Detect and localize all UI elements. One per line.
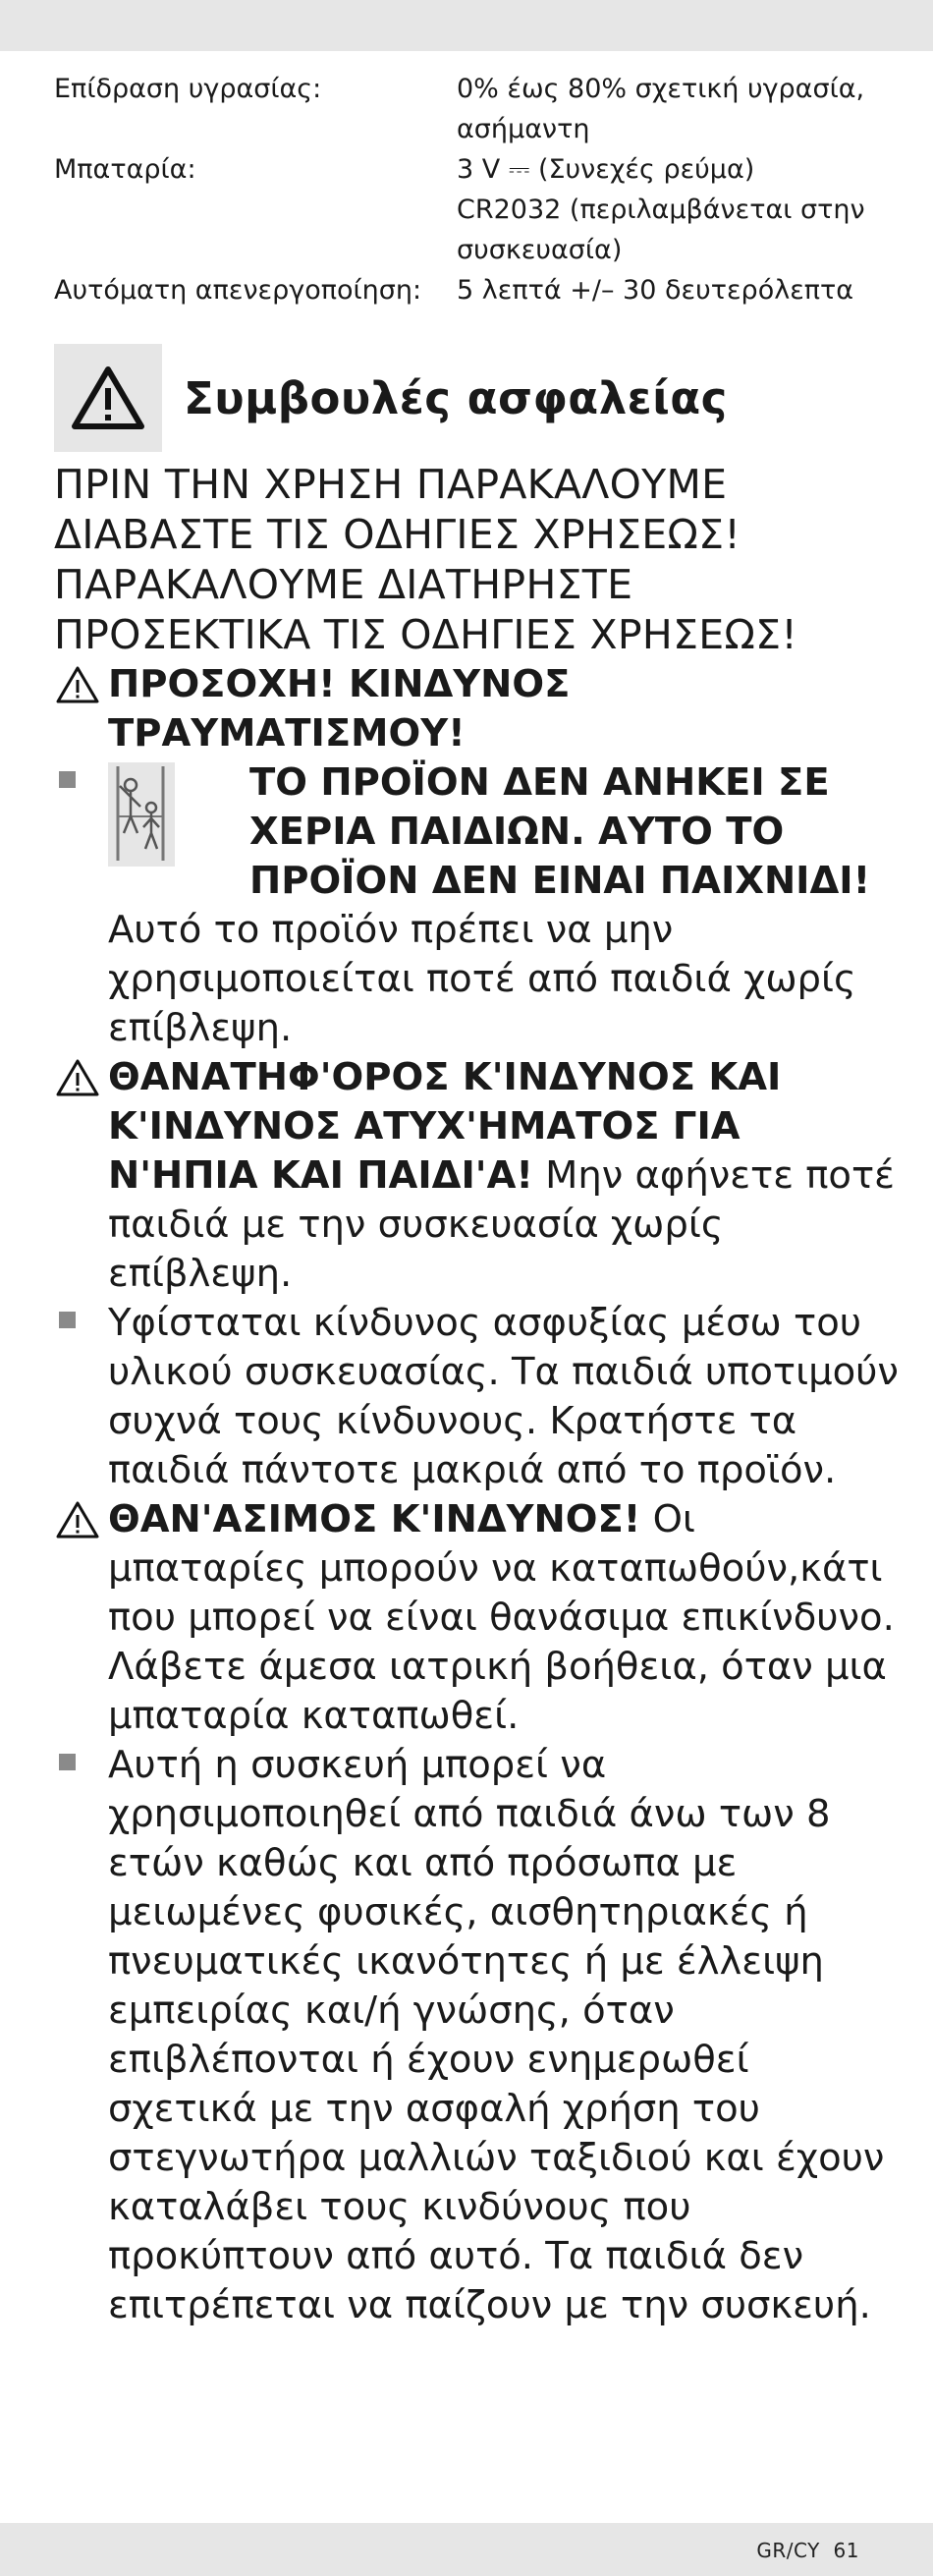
spec-value-line: συσκευασία) xyxy=(457,235,623,265)
warning-heading: ΘΑΝ'ΑΣΙΜΟΣ Κ'ΙΝΔΥΝΟΣ! xyxy=(108,1497,641,1541)
spec-value-line: ασήμαντη xyxy=(457,114,590,144)
bullet-square-icon xyxy=(59,1312,76,1328)
page-number xyxy=(756,2539,859,2562)
spec-value-line: 3 V ⎓ (Συνεχές ρεύμα) xyxy=(457,154,755,185)
notice-line: ΠΑΡΑΚΑΛΟΥΜΕ ΔΙΑΤΗΡΗΣΤΕ xyxy=(54,561,633,608)
children-warning-icon xyxy=(108,762,175,867)
warning-triangle-icon xyxy=(54,1495,103,1544)
spec-row-auto-off xyxy=(54,270,879,310)
spec-table xyxy=(54,69,879,310)
spec-row-humidity xyxy=(54,69,879,149)
warning-text: Υφίσταται κίνδυνος ασφυξίας μέσω του υλικού συσκευασίας. Τα παιδιά υποτιμούν συχνά τους κίνδυνους. Κρατήστε τα παιδιά πάντοτε μακριά από το προϊόν. xyxy=(108,1301,899,1492)
warning-heading: ΘΑΝΑΤΗΦ'ΟΡΟΣ Κ'ΙΝΔΥΝΟΣ ΚΑΙ Κ'ΙΝΔΥΝΟΣ ΑΤΥΧ'ΗΜΑΤΟΣ ΓΙΑ Ν'ΗΠΙΑ ΚΑΙ ΠΑΙΔΙ'Α! xyxy=(108,1055,782,1198)
warnings-list xyxy=(54,660,899,2330)
warning-fatal-infants xyxy=(54,1053,899,1299)
warning-text: Αυτή η συσκευή μπορεί να χρησιμοποιηθεί από παιδιά άνω των 8 ετών καθώς και από πρόσωπα με μειωμένες φυσικές, αισθητηριακές ή πνευματικές ικανότητες ή με έλλειψη εμπειρίας και/ή γνώσης, όταν επιβλέπονται ή έχουν ενημερωθεί σχετικά με την ασφαλή χρήση του στεγνωτήρα μαλλιών ταξιδιού και έχουν καταλάβει τους κινδύνους που προκύπτουν από αυτό. Τα παιδιά δεν επιτρέπεται να παίζουν με την συσκευή. xyxy=(108,1743,885,2327)
bullet-square-icon xyxy=(59,1754,76,1770)
warning-triangle-icon xyxy=(54,1053,103,1102)
warning-injury xyxy=(54,660,899,758)
spec-label: Μπαταρία: xyxy=(54,154,196,185)
notice-line: ΔΙΑΒΑΣΤΕ ΤΙΣ ΟΔΗΓΙΕΣ ΧΡΗΣΕΩΣ! xyxy=(54,511,741,558)
footer-bar xyxy=(0,2523,933,2576)
spec-value xyxy=(457,149,879,270)
warning-text: Αυτό το προϊόν πρέπει να μην χρησιμοποιείται ποτέ από παιδιά χωρίς επίβλεψη. xyxy=(108,908,856,1050)
warning-heading: ΠΡΟΣΟΧΗ! ΚΙΝΔΥΝΟΣ ΤΡΑΥΜΑΤΙΣΜΟΥ! xyxy=(108,662,571,756)
spec-row-battery xyxy=(54,149,879,270)
section-title: Συμβουλές ασφαλείας xyxy=(184,371,728,424)
spec-value-line: 5 λεπτά +/– 30 δευτερόλεπτα xyxy=(457,275,854,306)
top-bar xyxy=(0,0,933,51)
warning-usage xyxy=(54,1741,899,2330)
spec-label: Αυτόματη απενεργοποίηση: xyxy=(54,275,422,306)
spec-value xyxy=(457,270,879,310)
warning-text: Οι μπαταρίες μπορούν να καταπωθούν,κάτι που μπορεί να είναι θανάσιμα επικίνδυνο. Λάβετε άμεσα ιατρική βοήθεια, όταν μια μπαταρία καταπωθεί. xyxy=(108,1497,895,1738)
spec-value-line: 0% έως 80% σχετική υγρασία, xyxy=(457,74,865,104)
warning-text: Μην αφήνετε ποτέ παιδιά με την συσκευασία χωρίς επίβλεψη. xyxy=(108,1153,895,1296)
safety-heading xyxy=(54,344,728,452)
warning-triangle-icon xyxy=(71,364,145,431)
spec-label: Επίδραση υγρασίας: xyxy=(54,74,322,104)
warning-children xyxy=(54,758,899,1053)
spec-value-line: CR2032 (περιλαμβάνεται στην xyxy=(457,195,865,225)
warning-suffocation xyxy=(54,1299,899,1495)
page-label: GR/CY xyxy=(756,2539,820,2562)
warning-heading: ΤΟ ΠΡΟΪΟΝ ΔΕΝ ΑΝΗΚΕΙ ΣΕ ΧΕΡΙΑ ΠΑΙΔΙΩΝ. ΑΥΤΟ ΤΟ ΠΡΟΪΟΝ ΔΕΝ ΕΙΝΑΙ ΠΑΙΧΝΙΔΙ! xyxy=(249,760,871,903)
warning-icon-box xyxy=(54,344,162,452)
read-instructions-notice xyxy=(54,460,899,660)
warning-fatal-battery xyxy=(54,1495,899,1741)
page-number-value: 61 xyxy=(833,2539,859,2562)
warning-triangle-icon xyxy=(54,660,103,709)
bullet-square-icon xyxy=(59,771,76,788)
notice-line: ΠΡΙΝ ΤΗΝ ΧΡΗΣΗ ΠΑΡΑΚΑΛΟΥΜΕ xyxy=(54,461,728,508)
notice-line: ΠΡΟΣΕΚΤΙΚΑ ΤΙΣ ΟΔΗΓΙΕΣ ΧΡΗΣΕΩΣ! xyxy=(54,611,798,658)
spec-value xyxy=(457,69,879,149)
